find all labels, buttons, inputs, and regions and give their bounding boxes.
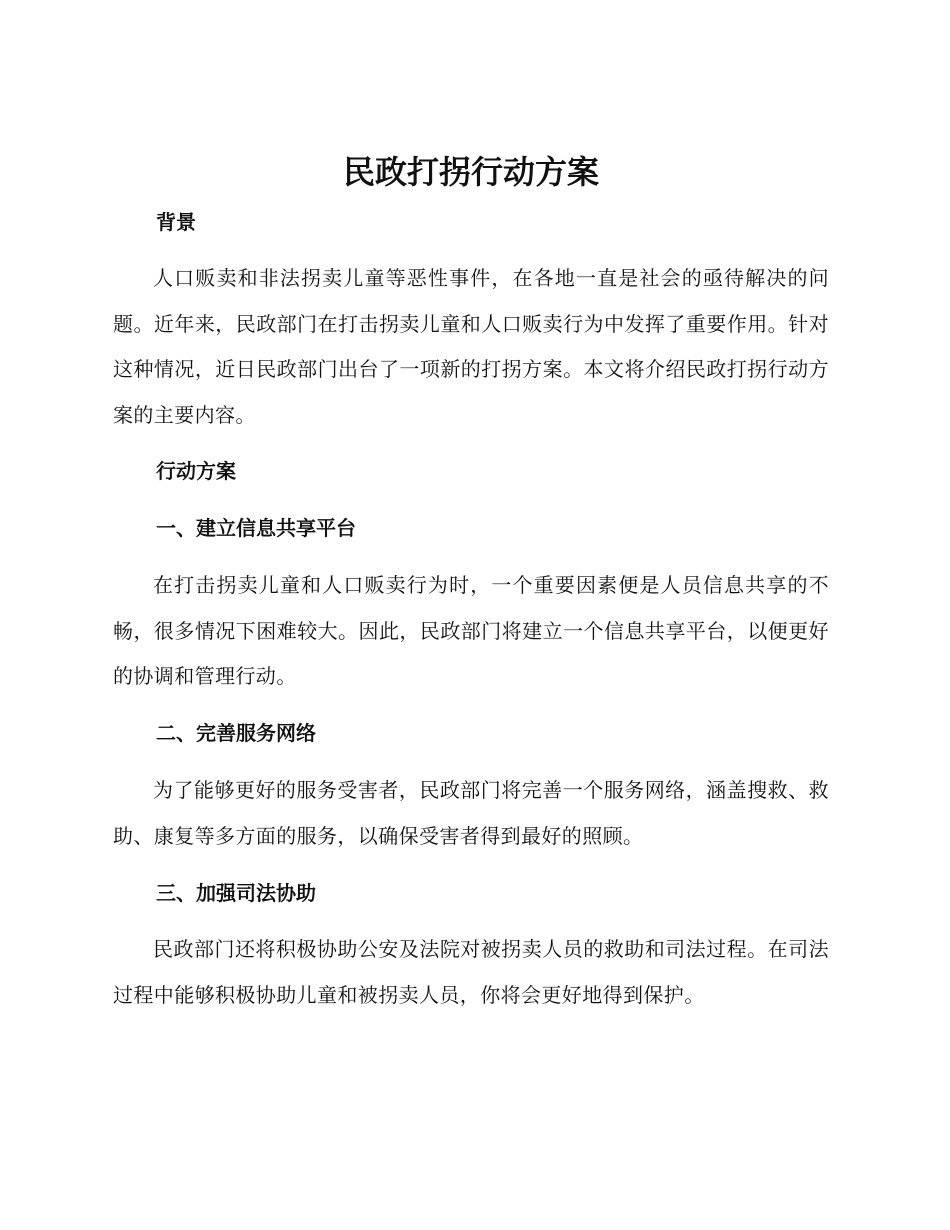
section-heading-judicial-assistance: 三、加强司法协助 (156, 881, 316, 905)
section-paragraph-info-sharing: 在打击拐卖儿童和人口贩卖行为时，一个重要因素便是人员信息共享的不畅，很多情况下困难较大。因此，民政部门将建立一个信息共享平台，以便更好的协调和管理行动。 (113, 573, 829, 688)
section-heading-info-sharing: 一、建立信息共享平台 (156, 516, 356, 540)
section-paragraph-service-network: 为了能够更好的服务受害者，民政部门将完善一个服务网络，涵盖搜救、救助、康复等多方面的服务，以确保受害者得到最好的照顾。 (113, 778, 829, 848)
section-heading-service-network: 二、完善服务网络 (156, 721, 316, 745)
section-paragraph-judicial-assistance: 民政部门还将积极协助公安及法院对被拐卖人员的救助和司法过程。在司法过程中能够积极协助儿童和被拐卖人员，你将会更好地得到保护。 (113, 937, 829, 1007)
section-paragraph-background: 人口贩卖和非法拐卖儿童等恶性事件，在各地一直是社会的亟待解决的问题。近年来，民政部门在打击拐卖儿童和人口贩卖行为中发挥了重要作用。针对这种情况，近日民政部门出台了一项新的打拐方案。本文将介绍民政打拐行动方案的主要内容。 (113, 266, 829, 427)
section-heading-action-plan: 行动方案 (156, 459, 236, 483)
section-heading-background: 背景 (156, 210, 196, 234)
document-title: 民政打拐行动方案 (342, 153, 599, 191)
